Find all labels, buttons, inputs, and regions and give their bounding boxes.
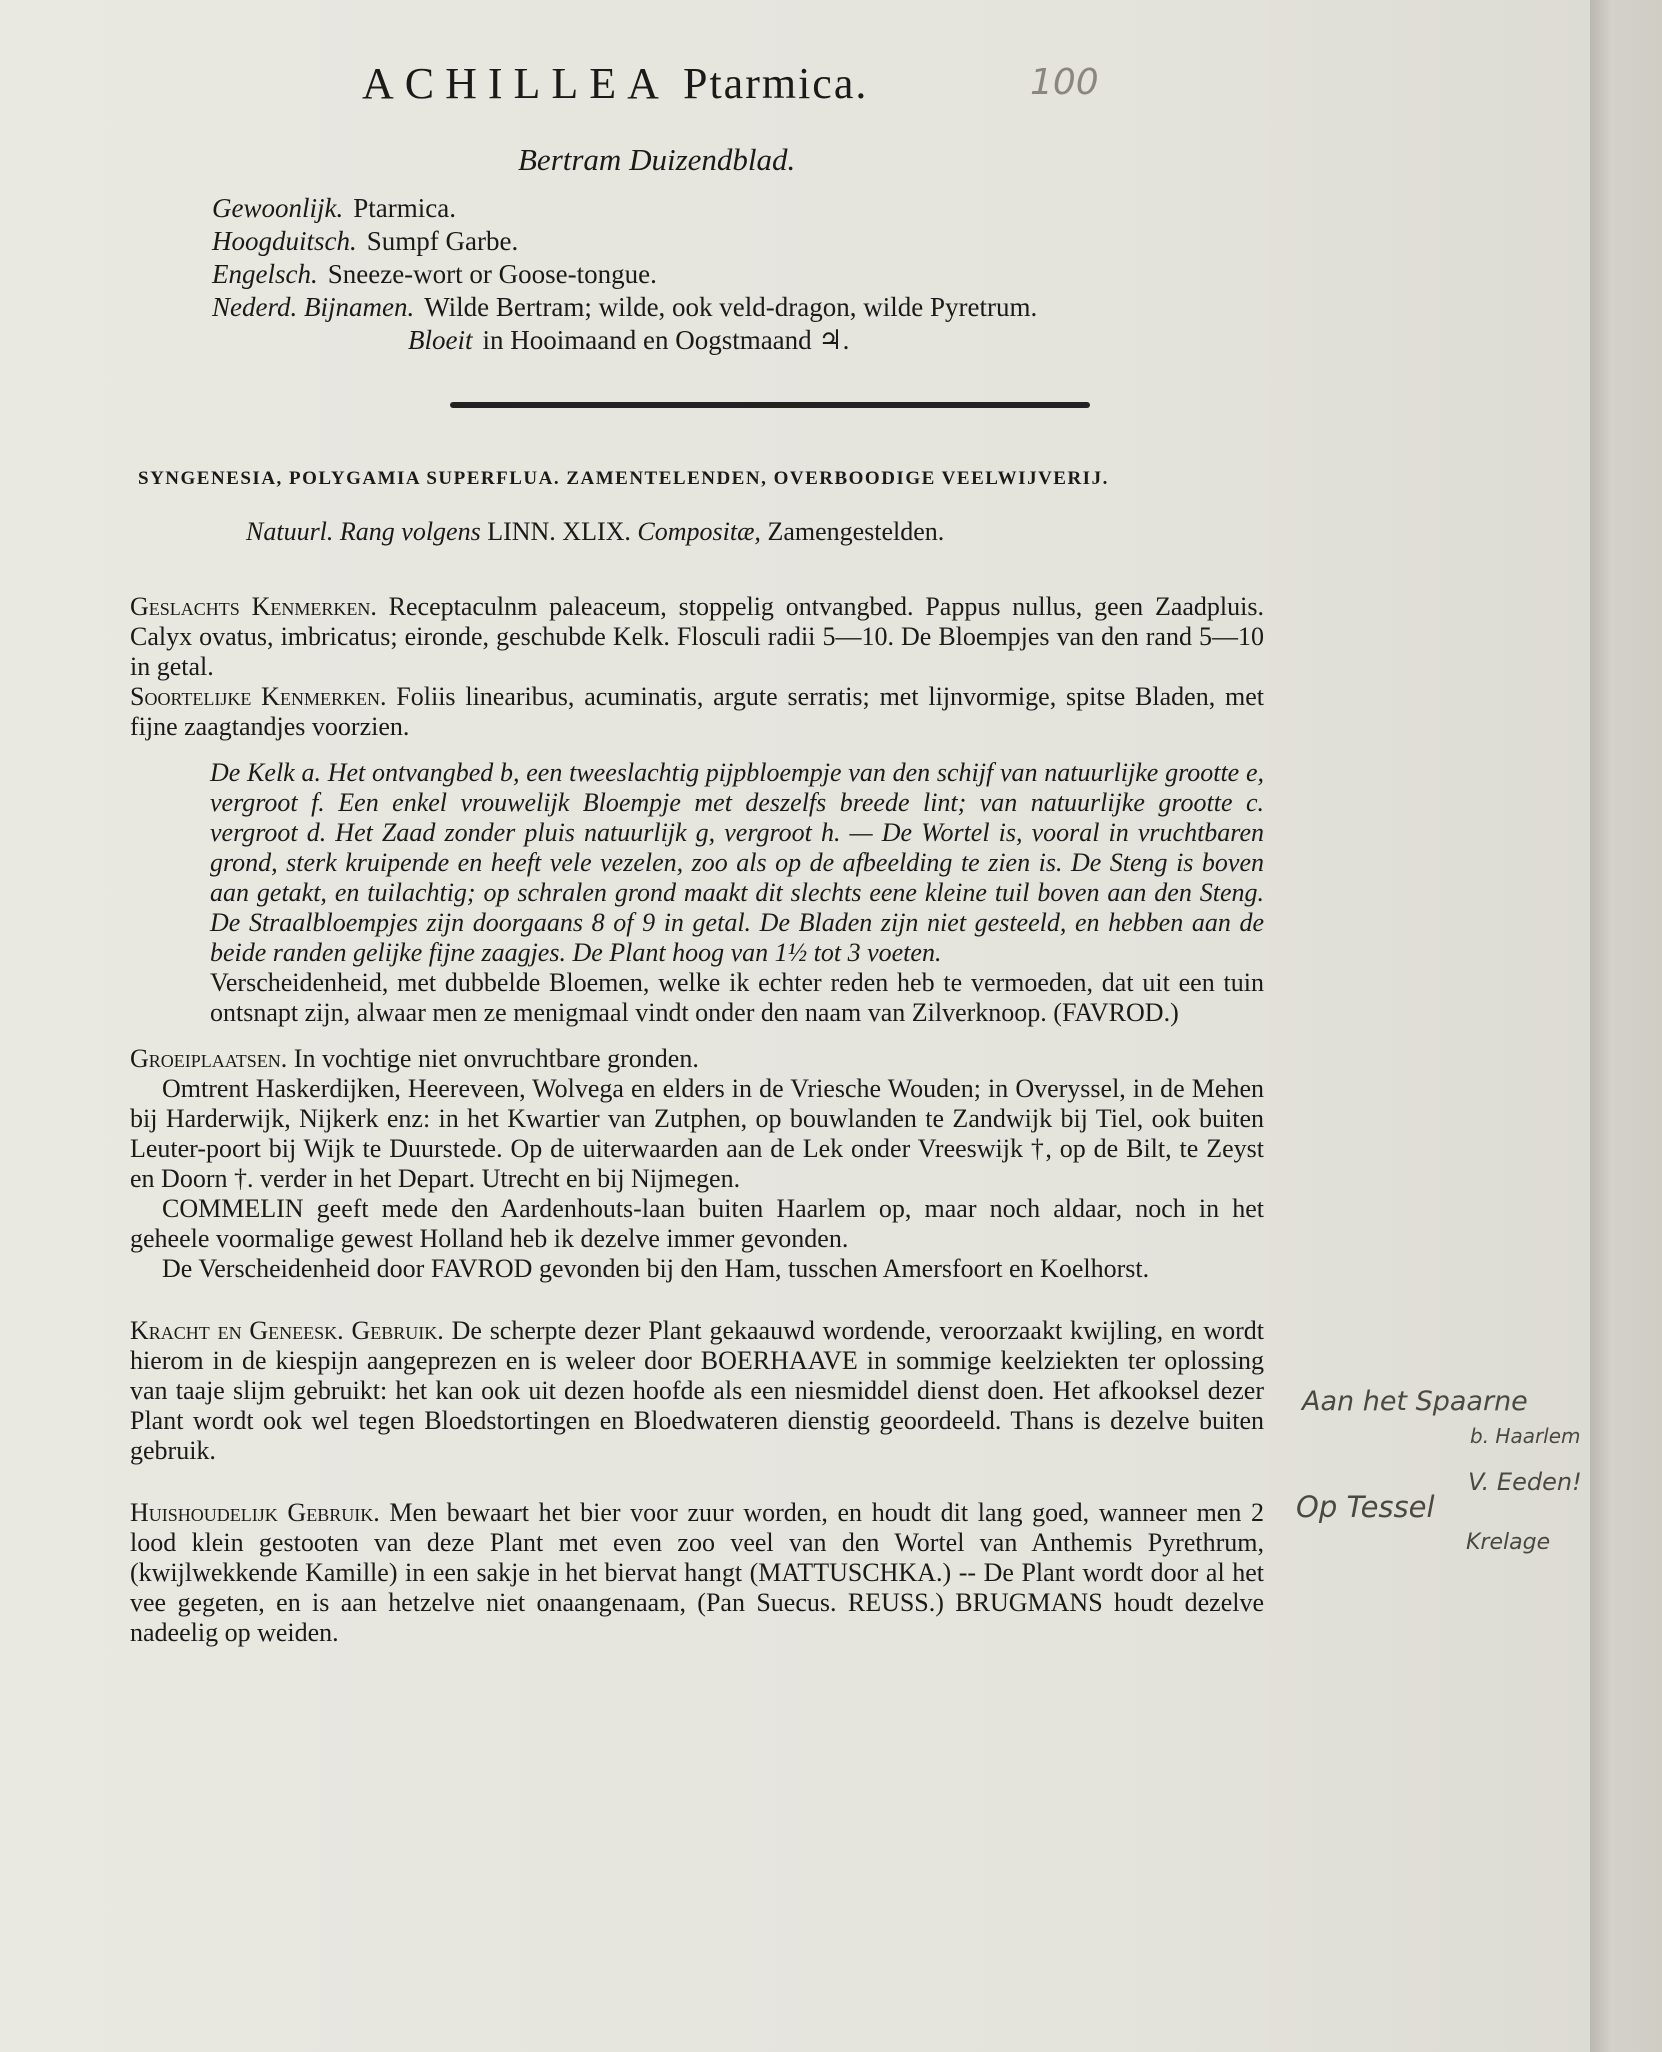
page-title [362,58,1122,109]
natural-rank: Natuurl. Rang volgens LINN. XLIX. Compositæ, Zamengestelden. [246,517,945,546]
name-line: Nederd. Bijnamen. Wilde Bertram; wilde, ook veld-dragon, wilde Pyretrum. [212,292,1038,322]
species-name: Ptarmica. [682,59,869,108]
genus-characters: Geslachts Kenmerken. Receptaculnm paleaceum, stoppelig ontvangbed. Pappus nullus, geen Zaadpluis. Calyx ovatus, imbricatus; eironde, geschubde Kelk. Flosculi radii 5—10. De Bloempjes van den rand 5—10 in getal. [130,592,1264,681]
handwritten-note: b. Haarlem [1470,1424,1581,1448]
name-line: Engelsch. Sneeze-wort or Goose-tongue. [212,259,657,289]
name-line: Gewoonlijk. Ptarmica. [212,193,456,223]
handwritten-note: Op Tessel [1296,1490,1435,1524]
commelin-note: COMMELIN geeft mede den Aardenhouts-laan buiten Haarlem op, maar noch aldaar, noch in het geheele voormalige gewest Holland heb ik dezelve immer gevonden. [130,1194,1264,1253]
genus-name: ACHILLEA [362,59,670,108]
flowering-line: Bloeit in Hooimaand en Oogstmaand ♃. [408,325,850,355]
name-line: Hoogduitsch. Sumpf Garbe. [212,226,519,256]
linnaean-class: SYNGENESIA, POLYGAMIA SUPERFLUA. ZAMENTELENDEN, OVERBOODIGE VEELWIJVERIJ. [138,468,1109,489]
perennial-symbol: ♃. [818,325,850,355]
variety-note: Verscheidenheid, met dubbelde Bloemen, welke ik echter reden heb te vermoeden, dat uit een tuin ontsnapt zijn, alwaar men ze menigmaal vindt onder den naam van Zilverknoop. (FAVROD.) [210,968,1264,1027]
localities: Omtrent Haskerdijken, Heereveen, Wolvega en elders in de Vriesche Wouden; in Overyssel, in de Mehen bij Harderwijk, Nijkerk enz: in het Kwartier van Zutphen, op bouwlanden te Zandwijk bij Tiel, ook buiten Leuter-poort bij Wijk te Duurstede. Op de uiterwaarden aan de Lek onder Vreeswijk †, op de Bilt, te Zeyst en Doorn †. verder in het Depart. Utrecht en bij Nijmegen. [130,1074,1264,1193]
species-characters: Soortelijke Kenmerken. Foliis linearibus, acuminatis, argute serratis; met lijnvormige, spitse Bladen, met fijne zaagtandjes voorzien. [130,682,1264,741]
pencil-page-number: 100 [1030,62,1099,103]
figure-description: De Kelk a. Het ontvangbed b, een tweeslachtig pijpbloempje van den schijf van natuurlijke grootte e, vergroot f. Een enkel vrouwelijk Bloempje met deszelfs breede lint; van natuurlijke grootte c. vergroot d. Het Zaad zonder pluis natuurlijk g, vergroot h. — De Wortel is, vooral in vruchtbaren grond, sterk kruipende en heeft vele vezelen, zoo als op de afbeelding te zien is. De Steng is boven aan getakt, en tuilachtig; op schralen grond maakt dit slechts eene kleine tuil boven aan den Steng. De Straalbloempjes zijn doorgaans 8 of 9 in getal. De Bladen zijn niet gesteeld, en hebben aan de beide randen gelijke fijne zaagjes. De Plant hoog van 1½ tot 3 voeten. [210,758,1264,967]
page-edge [1590,0,1662,2052]
handwritten-note: V. Eeden! [1468,1468,1582,1496]
household-use: Huishoudelijk Gebruik. Men bewaart het bier voor zuur worden, en houdt dit lang goed, wanneer men 2 lood klein gestooten van deze Plant met even zoo veel van den Wortel van Anthemis Pyrethrum, (kwijlwekkende Kamille) in een sakje in het biervat hangt (MATTUSCHKA.) -- De Plant wordt door al het vee gegeten, en is aan hetzelve niet onaangenaam, (Pan Suecus. REUSS.) BRUGMANS houdt dezelve nadeelig op weiden. [130,1498,1265,1647]
handwritten-note: Aan het Spaarne [1302,1386,1528,1417]
habitat: Groeiplaatsen. In vochtige niet onvruchtbare gronden. [130,1044,699,1073]
dutch-name: Bertram Duizendblad. [518,142,796,177]
medicinal-use: Kracht en Geneesk. Gebruik. De scherpte dezer Plant gekaauwd wordende, veroorzaakt kwijling, en wordt hierom in de kiespijn aangeprezen en is weleer door BOERHAAVE in sommige keelziekten ter oplossing van taaje slijm gebruikt: het kan ook uit dezen hoofde als een niesmiddel dienst doen. Het afkooksel dezer Plant wordt ook wel tegen Bloedstortingen en Bloedwateren dienstig geoordeeld. Thans is dezelve buiten gebruik. [130,1316,1264,1465]
common-names [212,192,1292,357]
main-text [130,592,1264,1648]
divider-rule [450,402,1090,408]
favrod-note: De Verscheidenheid door FAVROD gevonden bij den Ham, tusschen Amersfoort en Koelhorst. [162,1254,1150,1283]
handwritten-note: Krelage [1466,1530,1551,1555]
